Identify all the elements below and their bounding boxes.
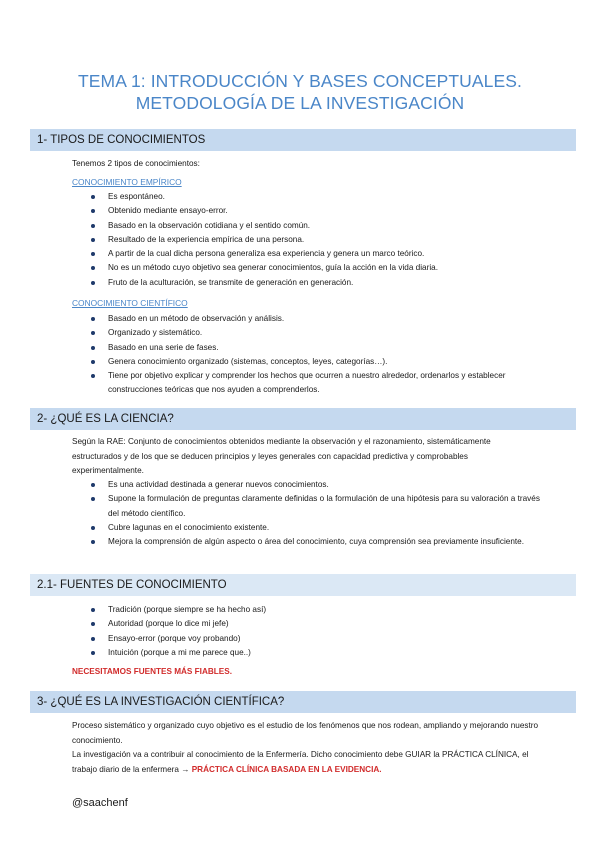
evidence-highlight: PRÁCTICA CLÍNICA BASADA EN LA EVIDENCIA.: [191, 764, 382, 774]
fuentes-note: NECESITAMOS FUENTES MÁS FIABLES.: [72, 667, 232, 676]
list-item: Mejora la comprensión de algún aspecto o área del conocimiento, cuya comprensión sea previamente insuficiente.: [90, 535, 540, 549]
list-item: Intuición (porque a mi me parece que..): [90, 646, 540, 660]
empirico-subheading: CONOCIMIENTO EMPÍRICO: [72, 177, 182, 187]
list-item: Basado en un método de observación y análisis.: [90, 312, 540, 326]
list-item: Genera conocimiento organizado (sistemas, conceptos, leyes, categorías…).: [90, 355, 540, 369]
ciencia-list: [90, 478, 540, 549]
empirico-list: [90, 190, 540, 290]
section-3-heading: 3- ¿QUÉ ES LA INVESTIGACIÓN CIENTÍFICA?: [30, 691, 576, 713]
list-item: Basado en una serie de fases.: [90, 341, 540, 355]
cientifico-subheading: CONOCIMIENTO CIENTÍFICO: [72, 298, 188, 308]
list-item: Supone la formulación de preguntas claramente definidas o la formulación de una hipótesis para su valoración a través del método científico.: [90, 492, 540, 521]
list-item: Cubre lagunas en el conocimiento existente.: [90, 521, 540, 535]
list-item: Basado en la observación cotidiana y el sentido común.: [90, 219, 540, 233]
section-2-1-heading: 2.1- FUENTES DE CONOCIMIENTO: [30, 574, 576, 596]
list-item: Obtenido mediante ensayo-error.: [90, 204, 540, 218]
cientifico-list: [90, 312, 540, 398]
section-2-heading: 2- ¿QUÉ ES LA CIENCIA?: [30, 408, 576, 430]
list-item: Organizado y sistemático.: [90, 326, 540, 340]
list-item: Autoridad (porque lo dice mi jefe): [90, 617, 540, 631]
author-handle: @saachenf: [72, 797, 128, 809]
investigacion-paragraph: [72, 748, 542, 777]
list-item: Tradición (porque siempre se ha hecho así): [90, 603, 540, 617]
list-item: Es espontáneo.: [90, 190, 540, 204]
document-title: [0, 70, 600, 114]
list-item: Es una actividad destinada a generar nuevos conocimientos.: [90, 478, 540, 492]
investigacion-definition: Proceso sistemático y organizado cuyo objetivo es el estudio de los fenómenos que nos rodean, ampliando y mejorando nuestro conocimiento.: [72, 721, 539, 745]
section-1-intro: Tenemos 2 tipos de conocimientos:: [72, 159, 200, 168]
list-item: No es un método cuyo objetivo sea generar conocimientos, guía la acción en la vida diaria.: [90, 261, 540, 275]
list-item: Resultado de la experiencia empírica de una persona.: [90, 233, 540, 247]
list-item: Ensayo-error (porque voy probando): [90, 632, 540, 646]
list-item: Fruto de la aculturación, se transmite de generación en generación.: [90, 276, 540, 290]
section-1-heading: 1- TIPOS DE CONOCIMIENTOS: [30, 129, 576, 151]
list-item: Tiene por objetivo explicar y comprender los hechos que ocurren a nuestro alrededor, ordenarlos y establecer construcciones teóricas que nos ayuden a comprenderlos.: [90, 369, 540, 398]
title-line-2: METODOLOGÍA DE LA INVESTIGACIÓN: [135, 93, 465, 113]
rae-definition: Según la RAE: Conjunto de conocimientos obtenidos mediante la observación y el razonamiento, sistemáticamente estructurados y de los que se deducen principios y leyes generales con capacidad predictiva y comprobables experimentalmente.: [72, 437, 491, 475]
title-line-1: TEMA 1: INTRODUCCIÓN Y BASES CONCEPTUALES.: [77, 71, 523, 91]
fuentes-list: [90, 603, 540, 660]
list-item: A partir de la cual dicha persona generaliza esa experiencia y genera un marco teórico.: [90, 247, 540, 261]
investigacion-text: La investigación va a contribuir al conocimiento de la Enfermería. Dicho conocimiento debe GUIAR la PRÁCTICA CLÍNICA, el trabajo diario de la enfermera →: [72, 750, 529, 774]
